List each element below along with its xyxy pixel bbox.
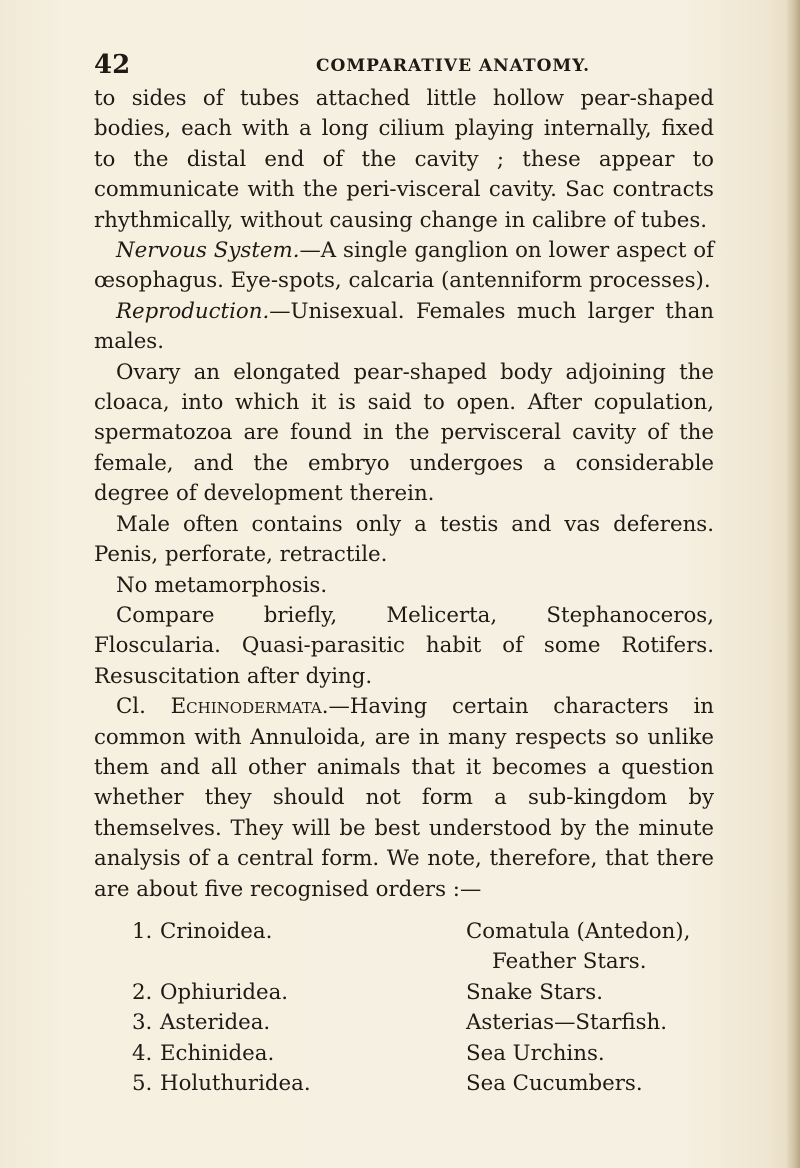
order-example: Sea Urchins.	[466, 1040, 605, 1066]
order-number: 5.	[132, 1071, 153, 1097]
list-item	[94, 917, 714, 948]
order-example: Sea Cucumbers.	[466, 1071, 643, 1097]
paragraph-reproduction	[94, 297, 714, 358]
list-item	[94, 1008, 714, 1039]
order-name: Crinoidea.	[160, 918, 273, 944]
order-name: Ophiuridea.	[160, 979, 289, 1005]
running-title: COMPARATIVE ANATOMY.	[316, 56, 591, 76]
order-number: 1.	[132, 918, 153, 944]
paragraph-metamorphosis: No metamorphosis.	[116, 572, 328, 598]
heading-nervous-system: Nervous System.	[116, 238, 300, 264]
order-name: Asteridea.	[160, 1010, 271, 1036]
order-example: Comatula (Antedon),	[466, 918, 691, 944]
order-example: Asterias—Starfish.	[466, 1010, 668, 1036]
heading-reproduction: Reproduction.	[116, 298, 270, 324]
paragraph-tubes: to sides of tubes attached little hollow pear-shaped bodies, each with a long cilium playing internally, fixed to the distal end of the cavity ; these appear to communicate with the peri-visceral cavity. Sac contracts rhythmically, without causing change in calibre of tubes.	[94, 86, 714, 233]
orders-list	[94, 917, 714, 1100]
list-item-continuation	[94, 947, 714, 978]
list-item	[94, 1069, 714, 1100]
paragraph-compare: Compare briefly, Melicerta, Stephanoceros, Floscularia. Quasi-parasitic habit of some Rotifers. Resuscitation after dying.	[94, 602, 714, 689]
nervous-system-text: —A single ganglion on lower aspect of œsophagus. Eye-spots, calcaria (antenniform processes).	[94, 238, 714, 294]
page-body	[94, 84, 714, 1100]
order-example-continued: Feather Stars.	[492, 949, 647, 975]
page-header	[94, 50, 714, 84]
order-name: Echinidea.	[160, 1040, 275, 1066]
order-number: 2.	[132, 979, 153, 1005]
class-prefix: Cl.	[116, 694, 171, 720]
page-edge-shadow	[786, 0, 800, 1168]
list-item	[94, 978, 714, 1009]
page-number: 42	[94, 50, 131, 80]
reproduction-text: —Unisexual. Females much larger than males.	[94, 298, 714, 355]
heading-echinodermata: Echinodermata.	[170, 694, 329, 720]
order-example: Snake Stars.	[466, 979, 604, 1005]
order-number: 3.	[132, 1010, 153, 1036]
paragraph-ovary: Ovary an elongated pear-shaped body adjoining the cloaca, into which it is said to open. After copulation, spermatozoa are found in the pervisceral cavity of the female, and the embryo undergoes a considerable degree of development therein.	[94, 359, 714, 507]
paragraph-echinodermata	[94, 692, 714, 905]
paragraph-nervous-system	[94, 236, 714, 297]
list-item	[94, 1039, 714, 1070]
echinodermata-text: —Having certain characters in common with Annuloida, are in many respects so unlike them and all other animals that it becomes a question whether they should not form a sub-kingdom by themselves. They will be best understood by the minute analysis of a central form. We note, therefore, that there are about five recognised orders :—	[94, 694, 714, 902]
order-number: 4.	[132, 1040, 153, 1066]
paragraph-male: Male often contains only a testis and vas deferens. Penis, perforate, retractile.	[94, 511, 714, 568]
order-name: Holuthuridea.	[160, 1071, 311, 1097]
